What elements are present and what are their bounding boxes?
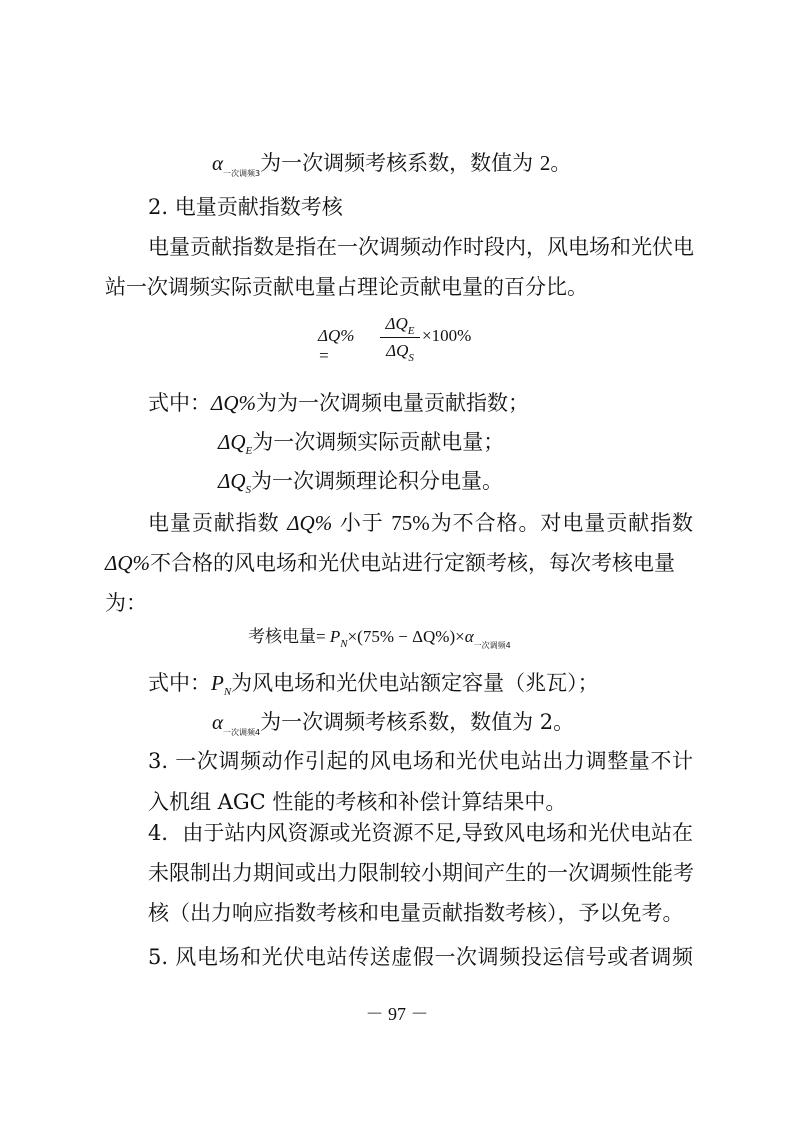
p2-l2: 不合格的风电场和光伏电站进行定额考核，每次考核电量: [149, 551, 675, 575]
dq-percent-symbol: ΔQ%: [287, 511, 333, 535]
alpha4-subscript: 一次调频4: [473, 641, 511, 650]
formula-lhs: ΔQ% =: [318, 326, 355, 365]
where-pn-line: [148, 668, 599, 707]
dq-subscript-e: E: [245, 445, 253, 457]
pn-subscript: N: [223, 686, 232, 698]
dq-percent-symbol: ΔQ%: [211, 391, 256, 415]
where-prefix: 式中：: [148, 671, 211, 695]
formula-times-100: ×100%: [422, 326, 472, 345]
paragraph-line: [148, 508, 693, 538]
paragraph-line: 电量贡献指数是指在一次调频动作时段内，风电场和光伏电: [148, 235, 694, 259]
where-line-3: [218, 466, 503, 505]
alpha4-definition: [212, 707, 574, 748]
item-3-line: 入机组 AGC 性能的考核和补偿计算结果中。: [148, 790, 567, 814]
paragraph-line: 为：: [105, 591, 147, 615]
alpha-symbol: α: [464, 627, 474, 646]
dq-subscript-s: S: [245, 484, 251, 496]
p2-c: 为不合格。对电量贡献指数: [429, 511, 693, 535]
alpha4-text: 为一次调频考核系数，数值为 2。: [260, 710, 575, 734]
paragraph-line: [105, 548, 675, 578]
alpha3-value: 2: [539, 151, 551, 175]
dq-symbol: ΔQ: [218, 469, 246, 493]
page-number: － 97 －: [365, 1004, 429, 1024]
p2-a: 电量贡献指数: [148, 511, 280, 535]
item-4-line: 核（出力响应指数考核和电量贡献指数考核），予以免考。: [148, 901, 684, 925]
threshold-75: 75%: [391, 511, 430, 535]
fraction: [380, 312, 420, 363]
alpha3-end: 。: [550, 151, 572, 175]
formula2-expr: ×(75% − ΔQ%)×: [347, 627, 465, 646]
dq-symbol: ΔQ: [218, 430, 246, 454]
item-4-line: 4．由于站内风资源或光资源不足,导致风电场和光伏电站在: [148, 821, 694, 845]
item-4-line: 未限制出力期间或出力限制较小期间产生的一次调频性能考: [148, 861, 694, 885]
pn-symbol: P: [211, 671, 224, 695]
numerator-subscript: E: [407, 325, 415, 337]
alpha4-subscript: 一次调频4: [223, 728, 261, 737]
formula-assessment-energy: [248, 622, 511, 661]
alpha-symbol: α: [212, 151, 224, 175]
def1-text: 为为一次调频电量贡献指数；: [255, 391, 529, 415]
denominator-subscript: S: [408, 352, 414, 364]
pn-text: 为风电场和光伏电站额定容量（兆瓦）；: [231, 671, 599, 695]
where-line-1: [148, 388, 529, 418]
numerator: ΔQ: [385, 314, 408, 333]
where-line-2: [218, 427, 504, 466]
item-5-line: 5. 风电场和光伏电站传送虚假一次调频投运信号或者调频: [148, 945, 693, 969]
pn-symbol: P: [329, 627, 341, 646]
alpha3-definition: [212, 148, 571, 189]
formula2-eq: =: [316, 627, 330, 646]
def2-text: 为一次调频实际贡献电量；: [252, 430, 505, 454]
dq-percent-symbol: ΔQ%: [105, 551, 150, 575]
denominator: ΔQ: [386, 341, 409, 360]
paragraph-line: 站一次调频实际贡献电量占理论贡献电量的百分比。: [105, 275, 588, 299]
alpha3-subscript: 一次调频3: [223, 169, 261, 178]
formula2-lhs: 考核电量: [248, 627, 316, 647]
pn-subscript: N: [340, 638, 348, 650]
fraction-bar: [380, 337, 420, 338]
p2-b: 小于: [339, 511, 384, 535]
item-3-line: 3. 一次调频动作引起的风电场和光伏电站出力调整量不计: [148, 749, 693, 773]
section-heading: 2. 电量贡献指数考核: [148, 195, 343, 219]
alpha3-text: 为一次调频考核系数，数值为: [260, 151, 534, 175]
where-prefix: 式中：: [148, 391, 211, 415]
def3-text: 为一次调频理论积分电量。: [251, 469, 503, 493]
alpha-symbol: α: [212, 710, 224, 734]
